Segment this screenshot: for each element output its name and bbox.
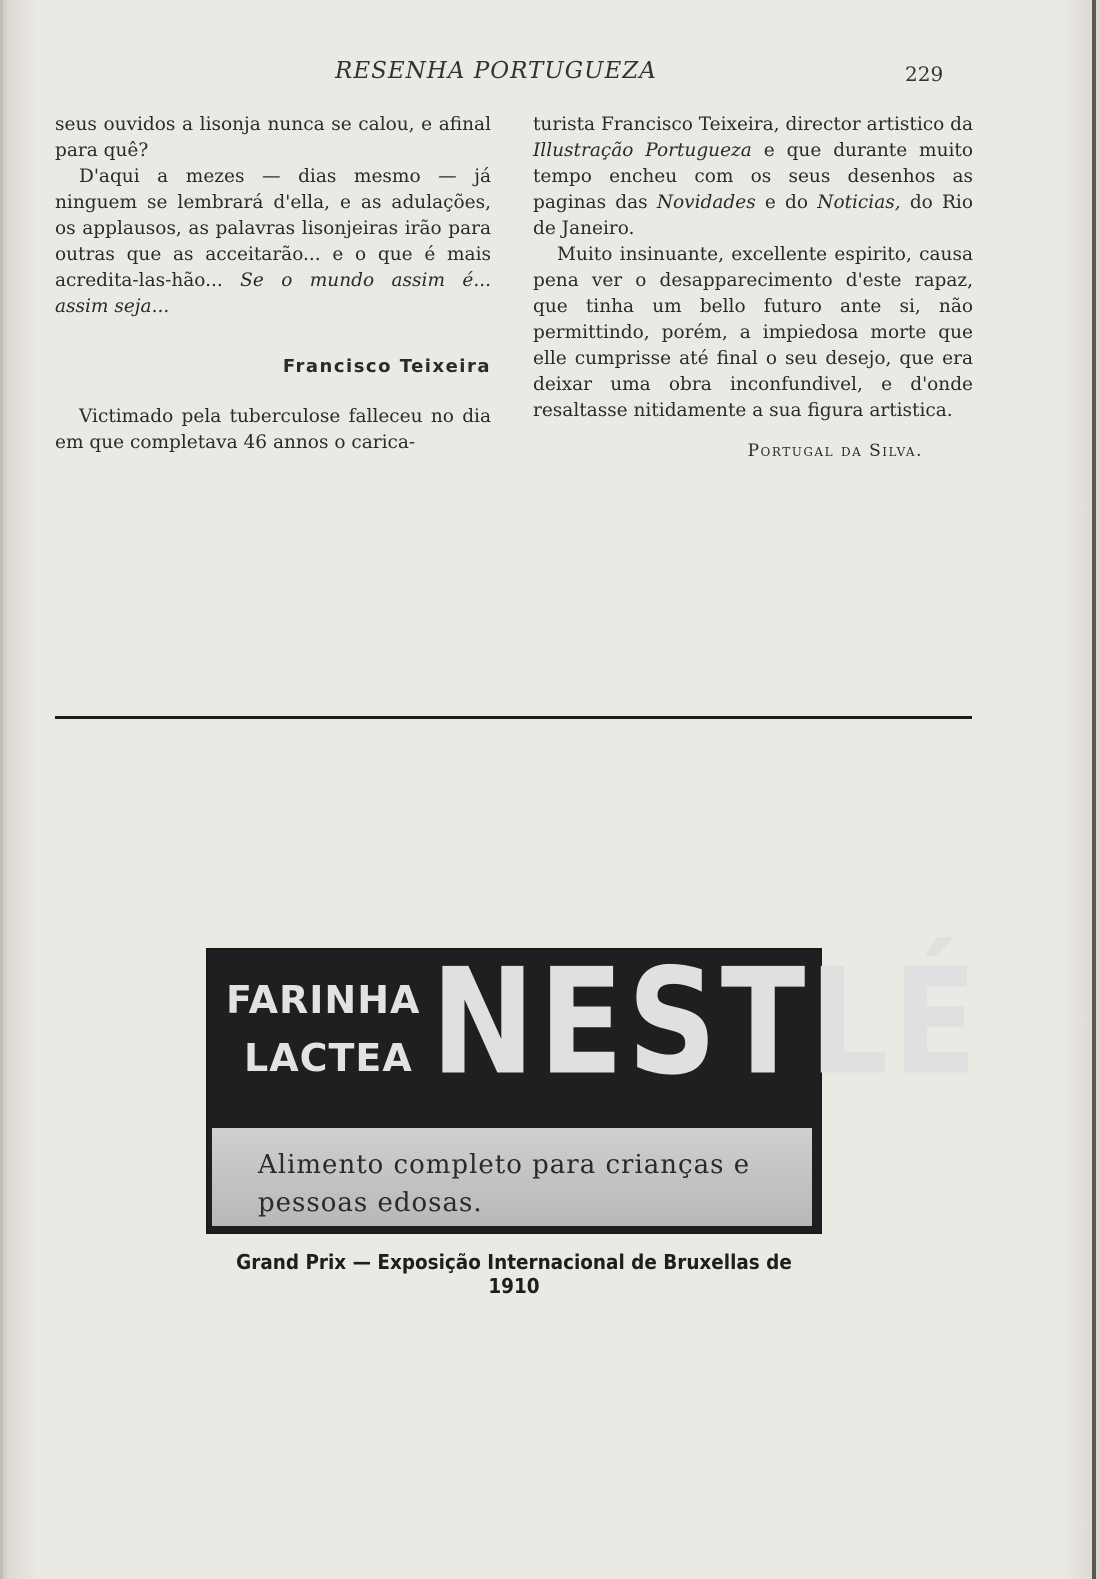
ad-caption: Grand Prix — Exposição Internacional de Bruxellas de 1910 [236,1250,792,1298]
page-right-edge [1092,0,1096,1579]
nestle-advertisement [206,938,982,1234]
paragraph: seus ouvidos a lisonja nunca se calou, e afinal para quê? [55,114,491,161]
ad-line-lactea: LACTEA [244,1036,413,1080]
right-column [533,112,973,464]
horizontal-rule [55,716,972,719]
section-heading: Francisco Teixeira [282,356,491,377]
paragraph [55,164,491,320]
page-number: 229 [905,62,944,86]
ad-tagline: Alimento completo para crianças e pessoas edosas. [258,1150,751,1218]
paragraph-text: e que durante muito tempo encheu com os seus desenhos as paginas das [533,140,973,213]
paragraph-text: D'aqui a mezes — dias mesmo — já ninguem se lembrará d'ella, e as adulações, os applausos, as palavras lisonjeiras irão para outras que as acceitarão... e o que é mais acredita-las-hão... [55,166,491,291]
paragraph: Victimado pela tuberculose falleceu no dia em que completava 46 annos o carica- [55,406,491,453]
ad-line-farinha: FARINHA [226,978,421,1022]
paragraph-text: do Rio de Janeiro. [533,192,973,239]
page-gutter-edge [0,0,3,1579]
paragraph [533,112,973,242]
italic-text: Novidades [656,192,756,213]
running-head [0,58,1100,92]
italic-text: Illustração Portugueza [533,140,752,161]
italic-text: Noticias, [817,192,901,213]
running-title: RESENHA PORTUGUEZA [335,58,657,84]
paragraph: Muito insinuante, excellente espirito, causa pena ver o desapparecimento d'este rapaz, que tinha um bello futuro ante si, não permittindo, porém, a impiedosa morte que elle cumprisse até final o seu desejo, que era deixar uma obra inconfundivel, e d'onde resaltasse nitidamente a sua figura artistica. [533,244,973,421]
italic-text: Se o mundo assim é... assim seja... [55,270,491,317]
left-column [55,112,491,456]
paragraph-text: e do [764,192,809,213]
author-signature: Portugal da Silva. [747,441,923,461]
ad-tagline-band [212,1128,812,1226]
show-through-text [560,630,960,890]
paragraph-text: turista Francisco Teixeira, director artistico da [533,114,973,135]
ad-brand-nestle: NESTLÉ [431,938,982,1108]
